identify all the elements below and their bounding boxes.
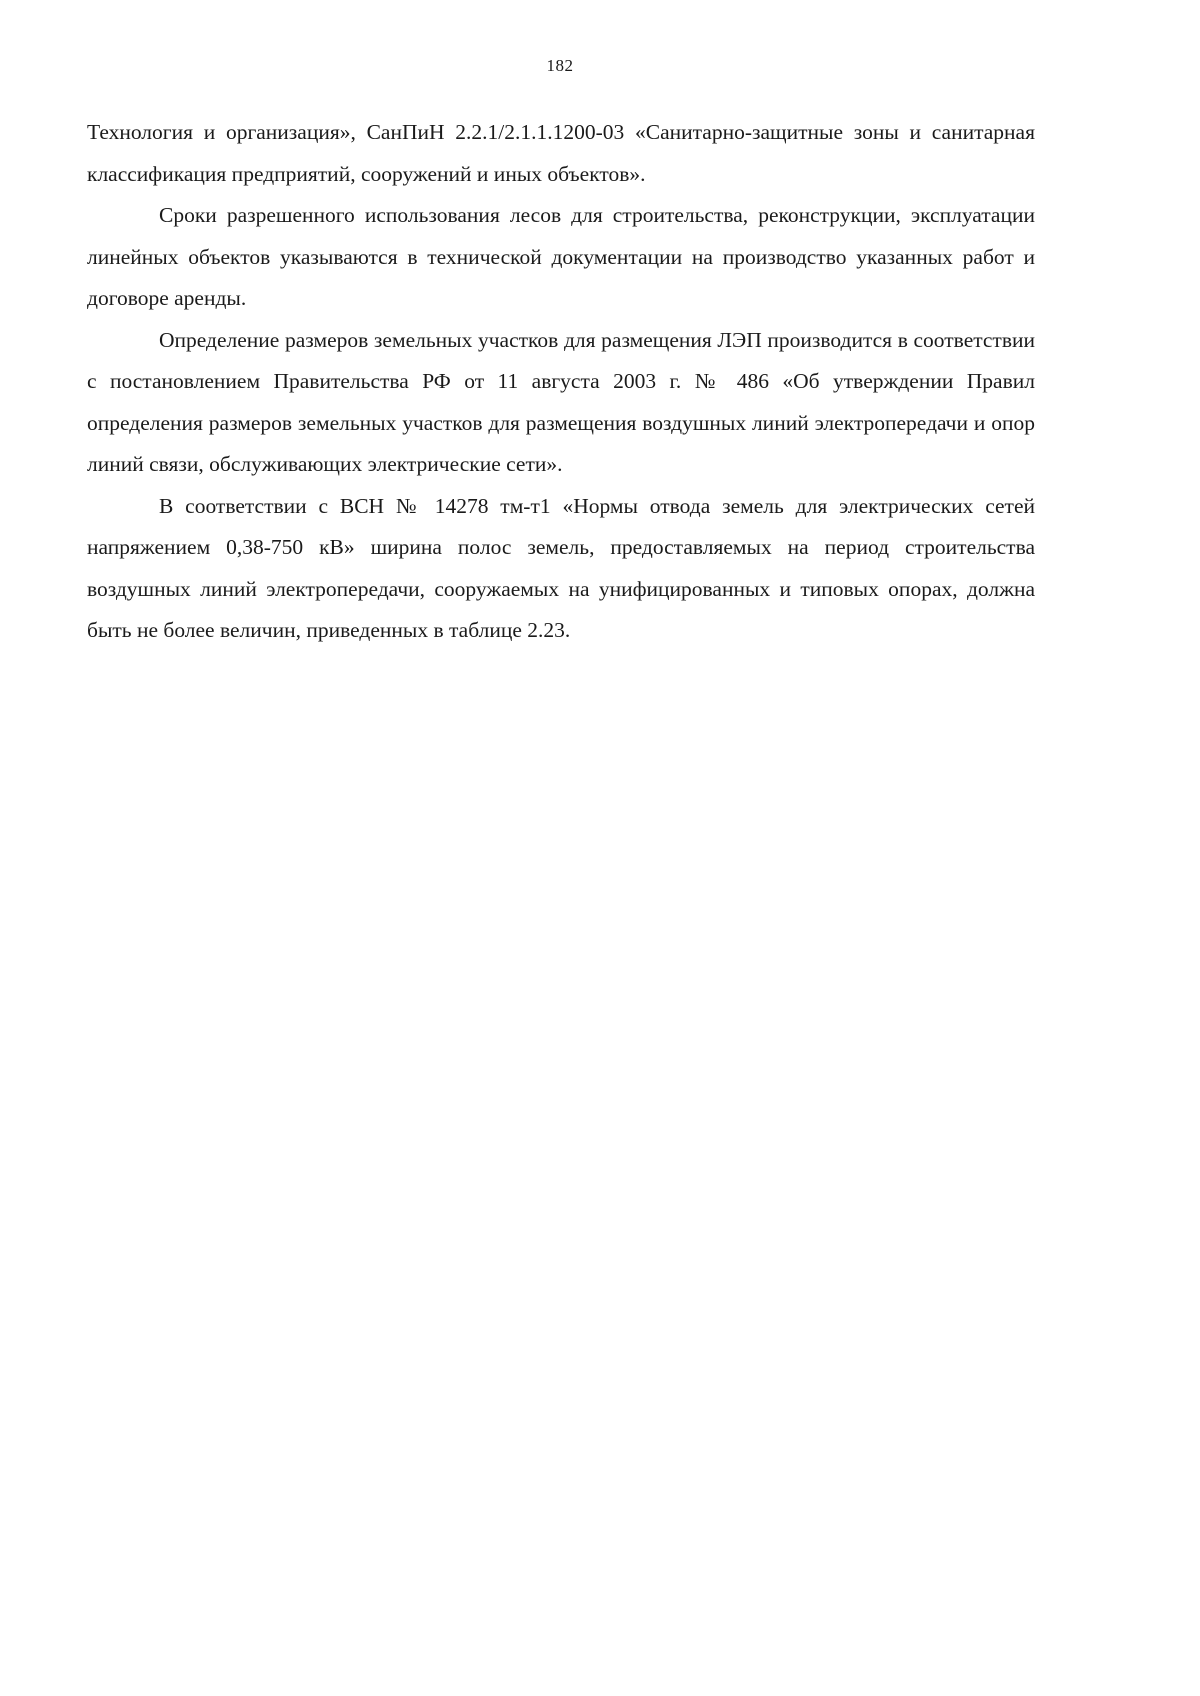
page-number: 182 [546,56,574,75]
body-text [87,112,1035,652]
paragraph-continuation: Технология и организация», СанПиН 2.2.1/2.1.1.1200-03 «Санитарно-защитные зоны и санитарная классификация предприятий, сооружений и иных объектов». [87,120,1035,186]
paragraph-land-strip-width: В соответствии с ВСН № 14278 тм-т1 «Нормы отвода земель для электрических сетей напряжением 0,38-750 кВ» ширина полос земель, предоставляемых на период строительства воздушных линий электропередачи, сооружаемых на унифицированных и типовых опорах, должна быть не более величин, приведенных в таблице 2.23. [87,493,1035,642]
paragraph-usage-terms: Сроки разрешенного использования лесов для строительства, реконструкции, эксплуатации линейных объектов указываются в технической документации на производство указанных работ и договоре аренды. [87,203,1035,310]
paragraph-land-plot-sizes: Определение размеров земельных участков для размещения ЛЭП производится в соответствии с постановлением Правительства РФ от 11 августа 2003 г. № 486 «Об утверждении Правил определения размеров земельных участков для размещения воздушных линий электропередачи и опор линий связи, обслуживающих электрические сети». [87,327,1035,476]
